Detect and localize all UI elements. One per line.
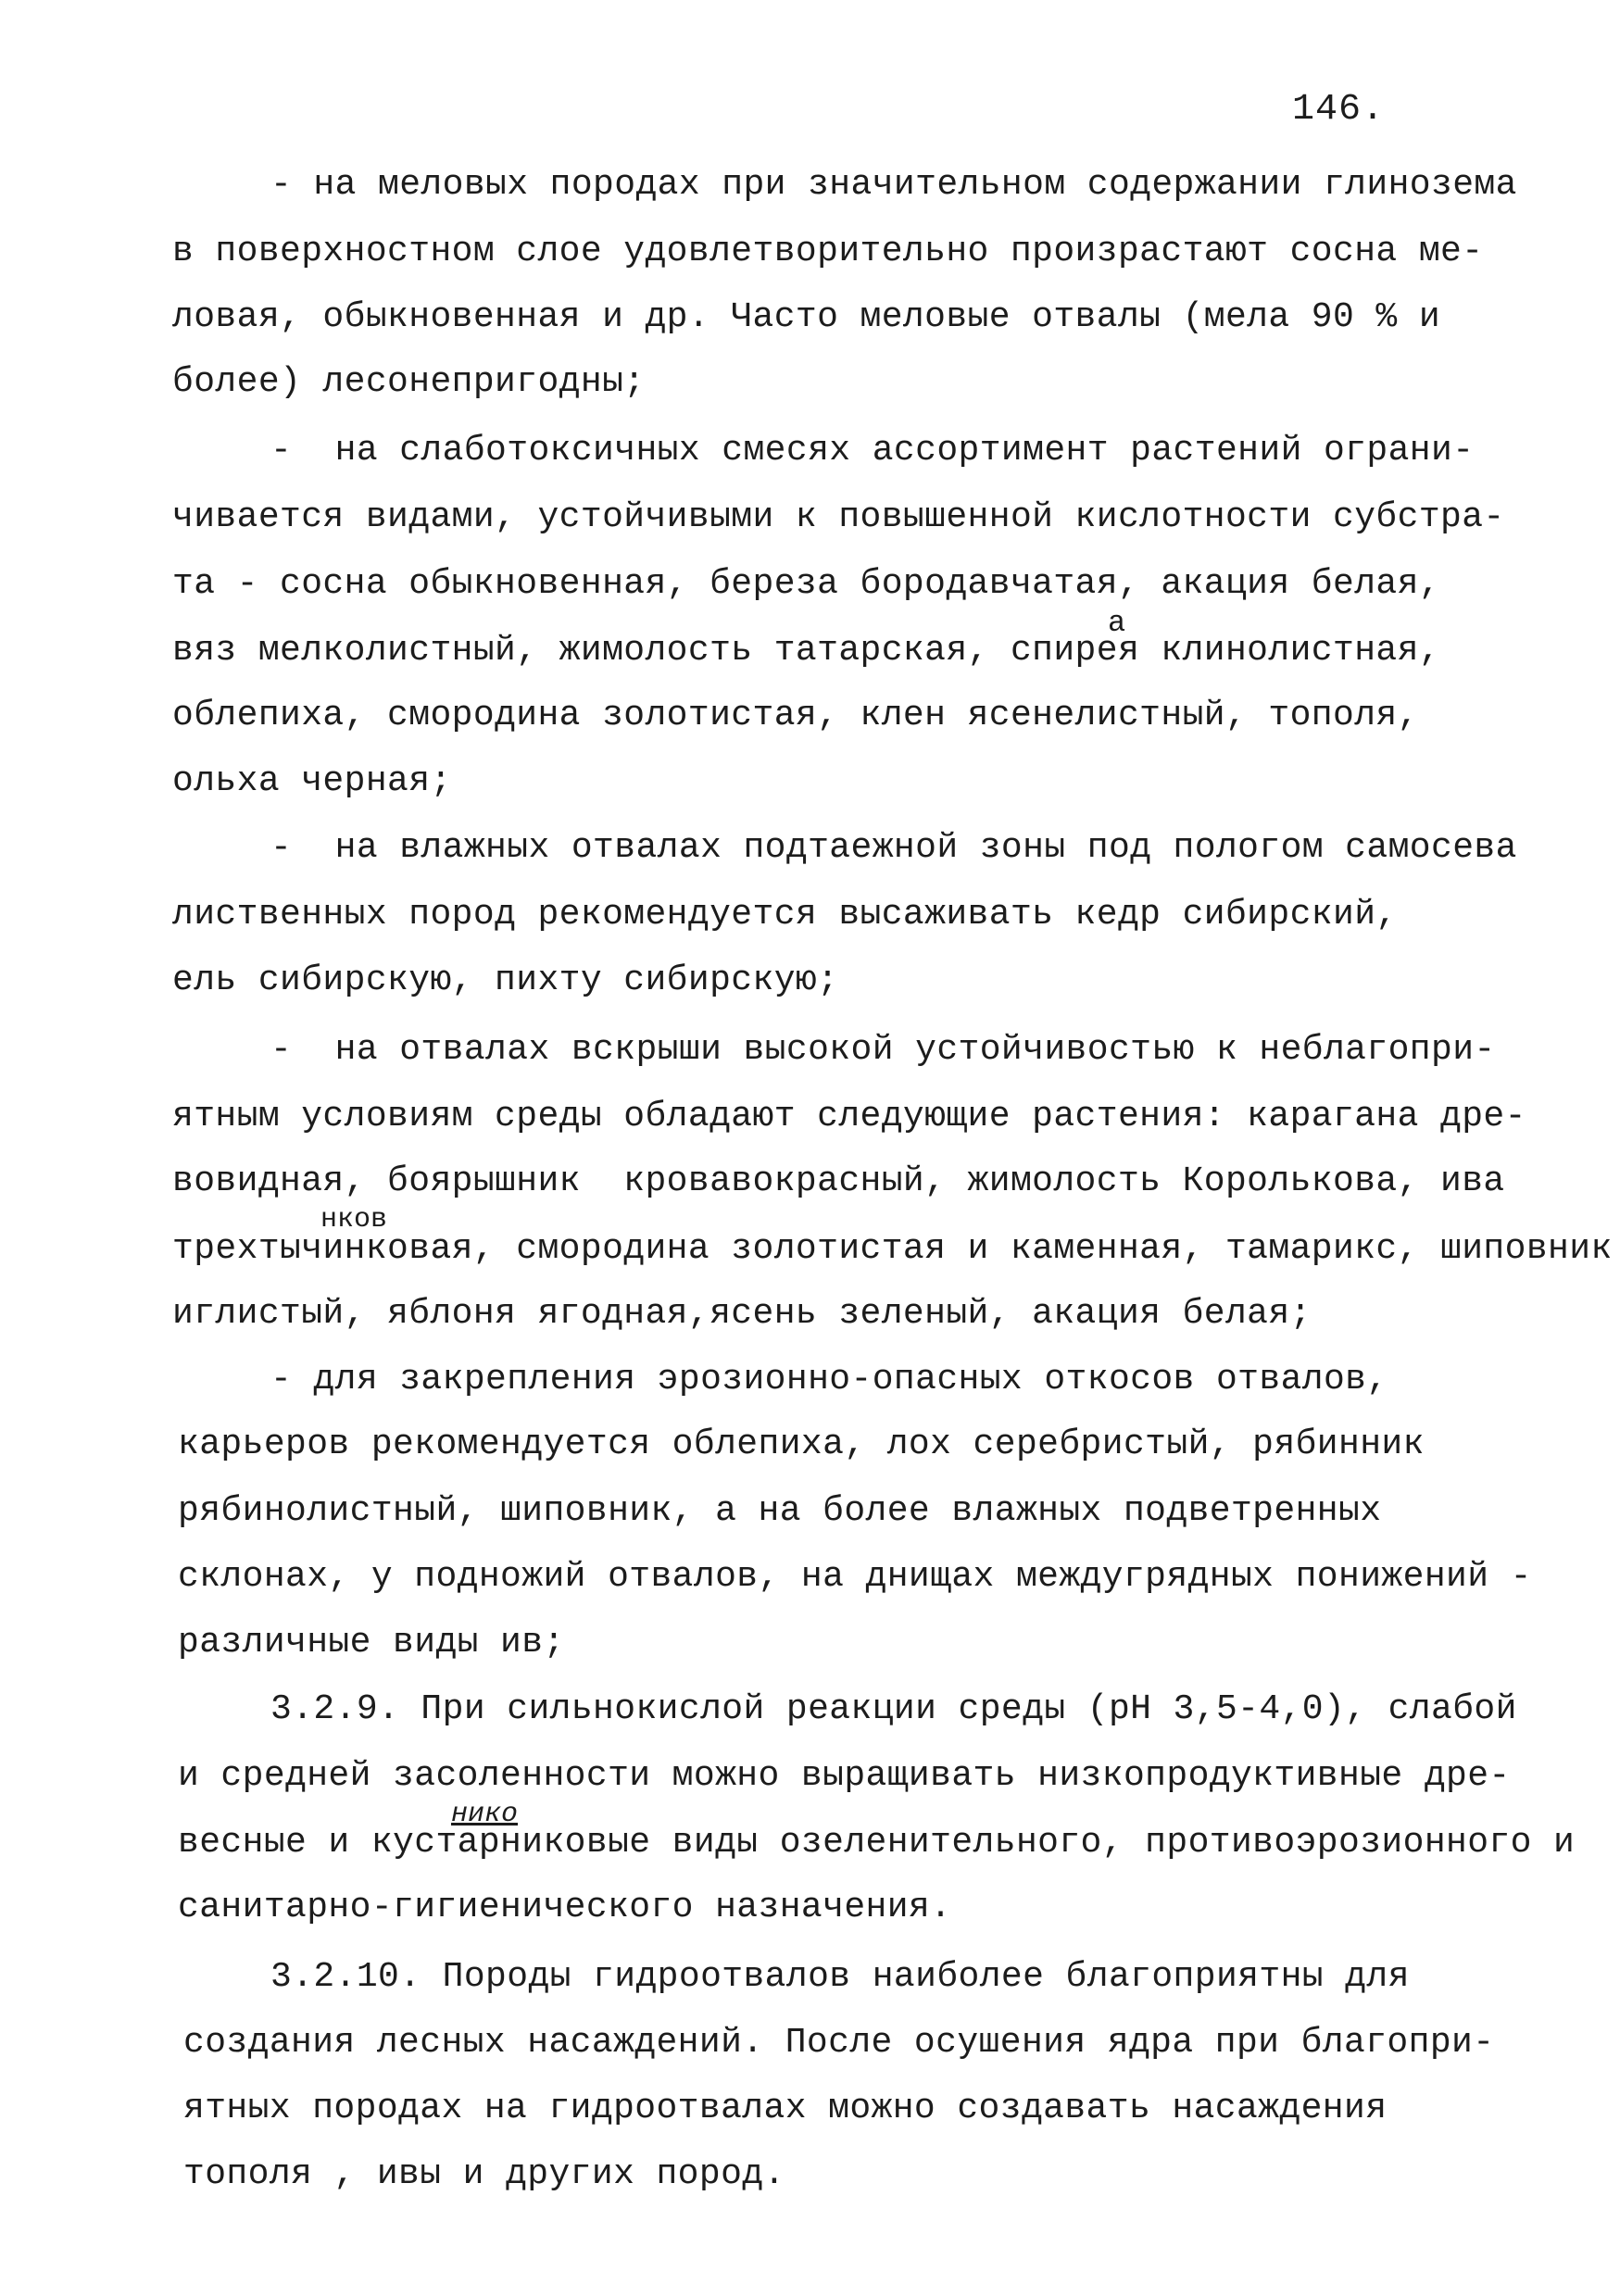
text-line: - на влажных отвалах подтаежной зоны под пологом самосева [270,828,1517,868]
page-number: 146. [1292,89,1386,131]
text-line: иглистый, яблоня ягодная,ясень зеленый, акация белая; [172,1294,1312,1334]
text-line: в поверхностном слое удовлетворительно произрастают сосна ме- [172,232,1484,271]
text-line: ловая, обыкновенная и др. Часто меловые отвалы (мела 90 % и [172,297,1441,337]
text-line: чивается видами, устойчивыми к повышенной кислотности субстра- [172,497,1505,537]
text-line: лиственных пород рекомендуется высаживать кедр сибирский, [172,895,1398,935]
text-line: - для закрепления эрозионно-опасных откосов отвалов, [270,1360,1388,1399]
text-line: различные виды ив; [178,1623,565,1662]
text-line: та - сосна обыкновенная, береза бородавчатая, акация белая, [172,564,1441,604]
text-line: тополя , ивы и других пород. [183,2154,785,2194]
text-line: карьеров рекомендуется облепиха, лох серебристый, рябинник [178,1424,1425,1464]
handwritten-correction: нико [451,1799,519,1830]
text-line: весные и кустарниковые виды озеленительного, противоэрозионного и [178,1823,1576,1863]
text-line: ольха черная; [172,761,452,801]
text-line: санитарно-гигиенического назначения. [178,1888,952,1927]
text-line: трехтычинковая, смородина золотистая и каменная, тамарикс, шиповник [172,1229,1613,1269]
text-line: и средней засоленности можно выращивать низкопродуктивные дре- [178,1756,1511,1796]
text-line: - на слаботоксичных смесях ассортимент растений ограни- [270,431,1475,470]
text-line: вяз мелколистный, жимолость татарская, спирея клинолистная, [172,631,1441,671]
text-line: - на отвалах вскрыши высокой устойчивостью к неблагопри- [270,1030,1496,1070]
text-line: склонах, у подножий отвалов, на днищах междугрядных понижений - [178,1557,1532,1597]
text-line: облепиха, смородина золотистая, клен ясенелистный, тополя, [172,696,1419,735]
handwritten-correction: а [1108,606,1126,640]
text-line: создания лесных насаждений. После осушения ядра при благопри- [183,2023,1495,2063]
text-line: ятным условиям среды обладают следующие растения: карагана дре- [172,1097,1526,1136]
handwritten-correction: нков [320,1204,388,1236]
text-line: - на меловых породах при значительном содержании глинозема [270,165,1517,205]
text-line: 3.2.10. Породы гидроотвалов наиболее благоприятны для [270,1957,1410,1997]
text-line: более) лесонепригодны; [172,362,646,402]
text-line: рябинолистный, шиповник, а на более влажных подветренных [178,1491,1382,1531]
text-line: ель сибирскую, пихту сибирскую; [172,960,839,1000]
text-line: ятных породах на гидроотвалах можно создавать насаждения [183,2089,1388,2128]
text-line: вовидная, боярышник кровавокрасный, жимолость Королькова, ива [172,1161,1505,1201]
text-line: 3.2.9. При сильнокислой реакции среды (рН 3,5-4,0), слабой [270,1689,1517,1729]
